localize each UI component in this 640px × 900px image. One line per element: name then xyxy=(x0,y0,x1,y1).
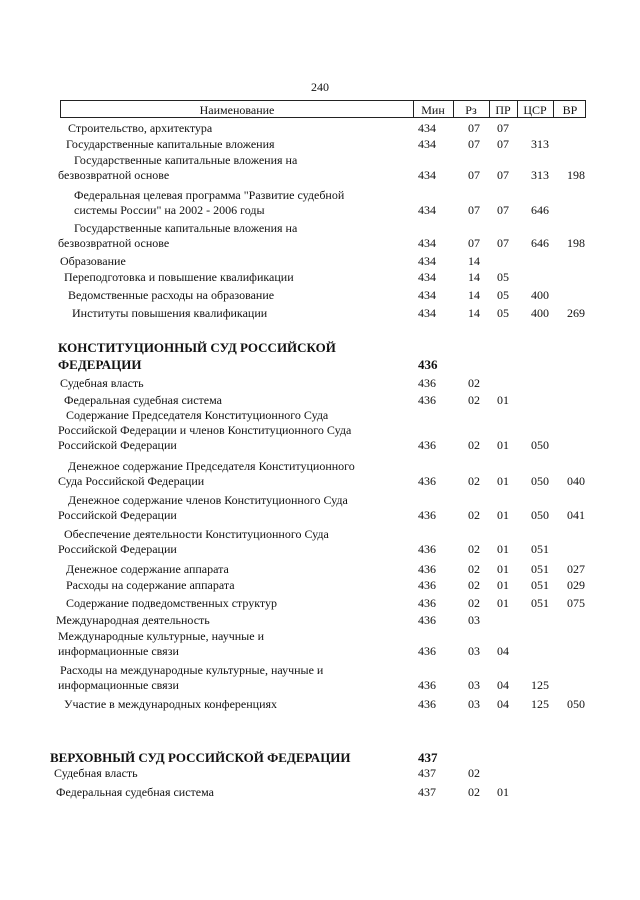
column-header-vr: ВР xyxy=(562,103,578,117)
cell-vr: 050 xyxy=(567,697,585,711)
cell-rz: 02 xyxy=(468,785,480,799)
cell-min: 436 xyxy=(418,596,436,610)
page-number: 240 xyxy=(311,80,329,94)
cell-rz: 02 xyxy=(468,562,480,576)
row-name: Денежное содержание членов Конституционного Суда xyxy=(68,493,348,507)
cell-rz: 02 xyxy=(468,474,480,488)
cell-pr: 01 xyxy=(497,578,509,592)
cell-csr: 051 xyxy=(531,596,549,610)
cell-min: 434 xyxy=(418,306,436,320)
cell-csr: 646 xyxy=(531,236,549,250)
cell-pr: 01 xyxy=(497,474,509,488)
cell-min: 436 xyxy=(418,438,436,452)
cell-rz: 07 xyxy=(468,168,480,182)
cell-rz: 02 xyxy=(468,542,480,556)
row-name: Строительство, архитектура xyxy=(68,121,213,135)
cell-rz: 03 xyxy=(468,678,480,692)
cell-min: 437 xyxy=(418,750,438,765)
cell-pr: 01 xyxy=(497,785,509,799)
cell-vr: 041 xyxy=(567,508,585,522)
cell-min: 434 xyxy=(418,203,436,217)
cell-pr: 01 xyxy=(497,596,509,610)
cell-csr: 125 xyxy=(531,678,549,692)
cell-min: 436 xyxy=(418,562,436,576)
cell-rz: 03 xyxy=(468,644,480,658)
row-name: Судебная власть xyxy=(60,376,144,390)
section-title: ФЕДЕРАЦИИ xyxy=(58,357,142,372)
cell-pr: 01 xyxy=(497,438,509,452)
row-name: Российской Федерации xyxy=(58,542,177,556)
cell-vr: 198 xyxy=(567,236,585,250)
cell-pr: 04 xyxy=(497,697,509,711)
cell-rz: 14 xyxy=(468,306,480,320)
cell-vr: 198 xyxy=(567,168,585,182)
cell-csr: 125 xyxy=(531,697,549,711)
cell-rz: 07 xyxy=(468,203,480,217)
cell-min: 436 xyxy=(418,393,436,407)
cell-vr: 269 xyxy=(567,306,585,320)
cell-pr: 01 xyxy=(497,542,509,556)
cell-csr: 400 xyxy=(531,306,549,320)
column-header-csr: ЦСР xyxy=(523,103,547,117)
cell-pr: 04 xyxy=(497,644,509,658)
cell-csr: 313 xyxy=(531,168,549,182)
column-header-rz: Рз xyxy=(465,103,477,117)
cell-min: 434 xyxy=(418,137,436,151)
section-title: КОНСТИТУЦИОННЫЙ СУД РОССИЙСКОЙ xyxy=(58,340,336,355)
row-name: Содержание Председателя Конституционного Суда xyxy=(66,408,329,422)
cell-csr: 050 xyxy=(531,438,549,452)
cell-pr: 01 xyxy=(497,508,509,522)
section-title: ВЕРХОВНЫЙ СУД РОССИЙСКОЙ ФЕДЕРАЦИИ xyxy=(50,750,351,765)
cell-rz: 02 xyxy=(468,438,480,452)
row-name: Федеральная целевая программа "Развитие судебной xyxy=(74,188,345,202)
cell-csr: 400 xyxy=(531,288,549,302)
cell-pr: 01 xyxy=(497,562,509,576)
row-name: информационные связи xyxy=(58,644,179,658)
cell-rz: 03 xyxy=(468,613,480,627)
cell-pr: 04 xyxy=(497,678,509,692)
cell-csr: 646 xyxy=(531,203,549,217)
cell-min: 437 xyxy=(418,766,436,780)
row-name: Расходы на международные культурные, научные и xyxy=(60,663,324,677)
cell-csr: 051 xyxy=(531,562,549,576)
cell-min: 437 xyxy=(418,785,436,799)
cell-min: 434 xyxy=(418,121,436,135)
cell-vr: 075 xyxy=(567,596,585,610)
cell-rz: 02 xyxy=(468,376,480,390)
row-name: Образование xyxy=(60,254,126,268)
row-name: Расходы на содержание аппарата xyxy=(66,578,235,592)
cell-min: 434 xyxy=(418,236,436,250)
row-name: безвозвратной основе xyxy=(58,236,170,250)
cell-rz: 02 xyxy=(468,596,480,610)
row-name: Российской Федерации xyxy=(58,508,177,522)
cell-csr: 051 xyxy=(531,542,549,556)
cell-csr: 050 xyxy=(531,474,549,488)
row-name: Международные культурные, научные и xyxy=(58,629,264,643)
row-name: Федеральная судебная система xyxy=(56,785,214,799)
cell-pr: 05 xyxy=(497,270,509,284)
row-name: безвозвратной основе xyxy=(58,168,170,182)
cell-rz: 07 xyxy=(468,137,480,151)
cell-rz: 02 xyxy=(468,393,480,407)
cell-rz: 14 xyxy=(468,288,480,302)
cell-pr: 07 xyxy=(497,203,509,217)
row-name: Российской Федерации и членов Конституционного Суда xyxy=(58,423,352,437)
cell-pr: 07 xyxy=(497,236,509,250)
cell-min: 436 xyxy=(418,508,436,522)
column-header-name: Наименование xyxy=(199,103,275,117)
row-name: Государственные капитальные вложения xyxy=(66,137,275,151)
cell-csr: 050 xyxy=(531,508,549,522)
cell-rz: 14 xyxy=(468,270,480,284)
row-name: Государственные капитальные вложения на xyxy=(74,221,298,235)
cell-rz: 07 xyxy=(468,121,480,135)
cell-min: 436 xyxy=(418,542,436,556)
cell-min: 436 xyxy=(418,474,436,488)
cell-vr: 027 xyxy=(567,562,585,576)
cell-min: 436 xyxy=(418,376,436,390)
cell-rz: 14 xyxy=(468,254,480,268)
table-header xyxy=(60,100,586,118)
cell-pr: 05 xyxy=(497,288,509,302)
cell-min: 434 xyxy=(418,288,436,302)
cell-min: 436 xyxy=(418,697,436,711)
cell-min: 436 xyxy=(418,613,436,627)
cell-pr: 05 xyxy=(497,306,509,320)
row-name: Институты повышения квалификации xyxy=(72,306,268,320)
cell-pr: 07 xyxy=(497,168,509,182)
row-name: Международная деятельность xyxy=(56,613,210,627)
row-name: информационные связи xyxy=(58,678,179,692)
row-name: Ведомственные расходы на образование xyxy=(68,288,275,302)
cell-min: 434 xyxy=(418,254,436,268)
cell-min: 436 xyxy=(418,644,436,658)
cell-min: 436 xyxy=(418,578,436,592)
row-name: Денежное содержание Председателя Конституционного xyxy=(68,459,355,473)
cell-min: 434 xyxy=(418,168,436,182)
cell-rz: 07 xyxy=(468,236,480,250)
cell-pr: 07 xyxy=(497,121,509,135)
cell-min: 436 xyxy=(418,357,438,372)
row-name: Государственные капитальные вложения на xyxy=(74,153,298,167)
cell-vr: 040 xyxy=(567,474,585,488)
row-name: системы России" на 2002 - 2006 годы xyxy=(74,203,265,217)
cell-csr: 051 xyxy=(531,578,549,592)
row-name: Суда Российской Федерации xyxy=(58,474,205,488)
cell-csr: 313 xyxy=(531,137,549,151)
row-name: Обеспечение деятельности Конституционного Суда xyxy=(64,527,329,541)
row-name: Участие в международных конференциях xyxy=(64,697,278,711)
row-name: Российской Федерации xyxy=(58,438,177,452)
column-header-pr: ПР xyxy=(495,103,511,117)
cell-min: 434 xyxy=(418,270,436,284)
cell-rz: 02 xyxy=(468,508,480,522)
cell-pr: 07 xyxy=(497,137,509,151)
row-name: Денежное содержание аппарата xyxy=(66,562,229,576)
cell-rz: 02 xyxy=(468,578,480,592)
row-name: Судебная власть xyxy=(54,766,138,780)
row-name: Содержание подведомственных структур xyxy=(66,596,278,610)
row-name: Федеральная судебная система xyxy=(64,393,222,407)
cell-rz: 03 xyxy=(468,697,480,711)
column-header-min: Мин xyxy=(421,103,445,117)
cell-min: 436 xyxy=(418,678,436,692)
cell-rz: 02 xyxy=(468,766,480,780)
cell-vr: 029 xyxy=(567,578,585,592)
row-name: Переподготовка и повышение квалификации xyxy=(64,270,294,284)
cell-pr: 01 xyxy=(497,393,509,407)
